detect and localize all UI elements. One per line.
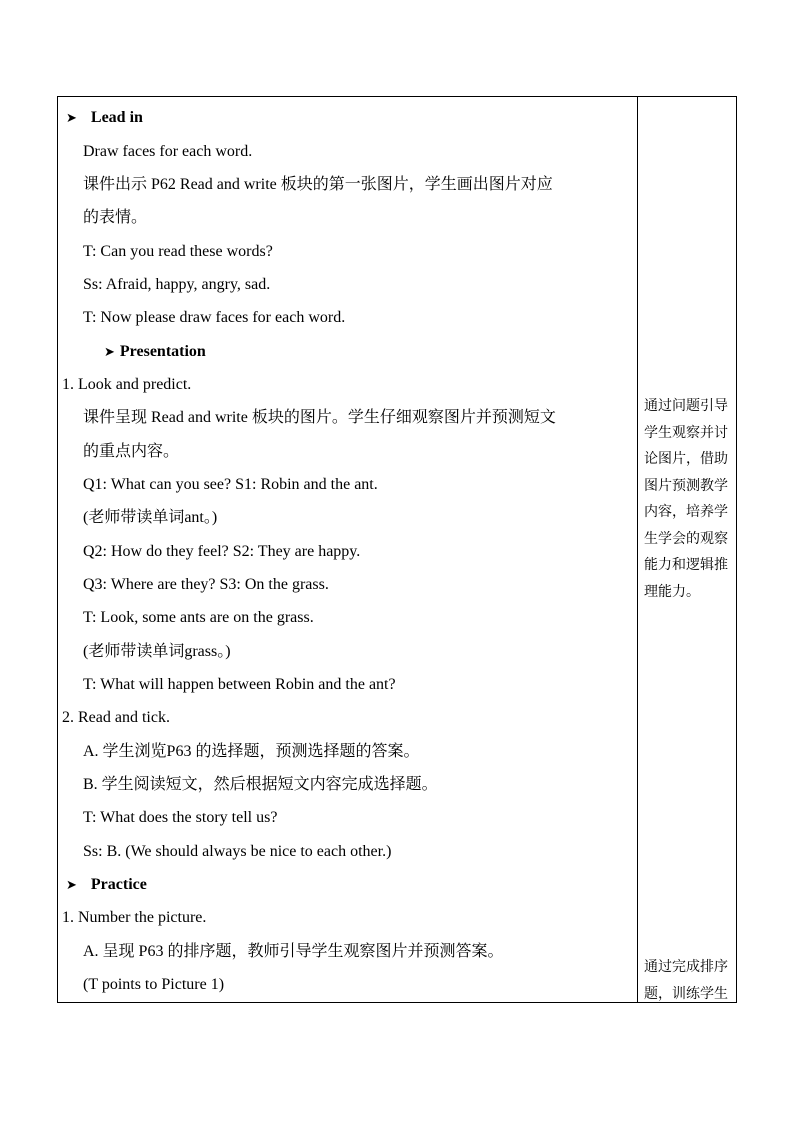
presentation-line: T: What does the story tell us? [83,809,278,826]
lead-in-line: T: Now please draw faces for each word. [83,309,346,326]
arrow-bullet-icon: ➤ [104,345,115,360]
lesson-table [57,96,737,1003]
practice-line: A. 呈现 P63 的排序题，教师引导学生观察图片并预测答案。 [83,943,504,960]
presentation-line: Ss: B. (We should always be nice to each other.) [83,843,392,860]
practice-line: (T points to Picture 1) [83,976,225,993]
presentation-line: 的重点内容。 [83,443,180,460]
note-line: 题，训练学生 [644,985,728,1002]
lead-in-heading-row [66,108,143,129]
presentation-line: T: Look, some ants are on the grass. [83,609,314,626]
teaching-note-1 [644,393,736,605]
presentation-line: 课件呈现 Read and write 板块的图片。学生仔细观察图片并预测短文 [83,409,556,426]
arrow-bullet-icon: ➤ [66,878,77,893]
lead-in-line: 的表情。 [83,209,148,226]
lead-in-line: T: Can you read these words? [83,243,273,260]
presentation-line: Q2: How do they feel? S2: They are happy. [83,543,361,560]
presentation-line: T: What will happen between Robin and the ant? [83,676,396,693]
teaching-note-2 [644,954,736,1007]
presentation-line: 1. Look and predict. [62,376,192,393]
presentation-line: Q1: What can you see? S1: Robin and the ant. [83,476,378,493]
presentation-line: Q3: Where are they? S3: On the grass. [83,576,329,593]
practice-heading: Practice [90,876,147,893]
note-line: 生学会的观察 [644,530,728,547]
lead-in-line: 课件出示 P62 Read and write 板块的第一张图片，学生画出图片对应 [83,176,553,193]
column-divider [637,97,638,1002]
presentation-heading-row [104,342,206,363]
note-line: 通过完成排序 [644,959,728,975]
note-line: 通过问题引导 [644,398,728,414]
lead-in-heading: Lead in [90,109,143,126]
note-line: 图片预测教学 [644,477,728,494]
presentation-line: (老师带读单词ant。) [83,509,218,526]
note-line: 内容，培养学 [644,504,728,520]
lead-in-line: Draw faces for each word. [83,143,253,160]
practice-heading-row [66,875,147,896]
presentation-heading: Presentation [119,343,206,360]
arrow-bullet-icon: ➤ [66,111,77,126]
note-line: 学生观察并讨 [644,424,728,441]
practice-line: 1. Number the picture. [62,909,207,926]
note-line: 理能力。 [644,583,700,600]
note-line: 论图片，借助 [644,451,728,467]
note-line: 能力和逻辑推 [644,557,728,573]
presentation-line: A. 学生浏览P63 的选择题，预测选择题的答案。 [83,743,420,760]
presentation-line: 2. Read and tick. [62,709,170,726]
presentation-line: (老师带读单词grass。) [83,643,231,660]
presentation-line: B. 学生阅读短文，然后根据短文内容完成选择题。 [83,776,438,793]
lead-in-line: Ss: Afraid, happy, angry, sad. [83,276,271,293]
